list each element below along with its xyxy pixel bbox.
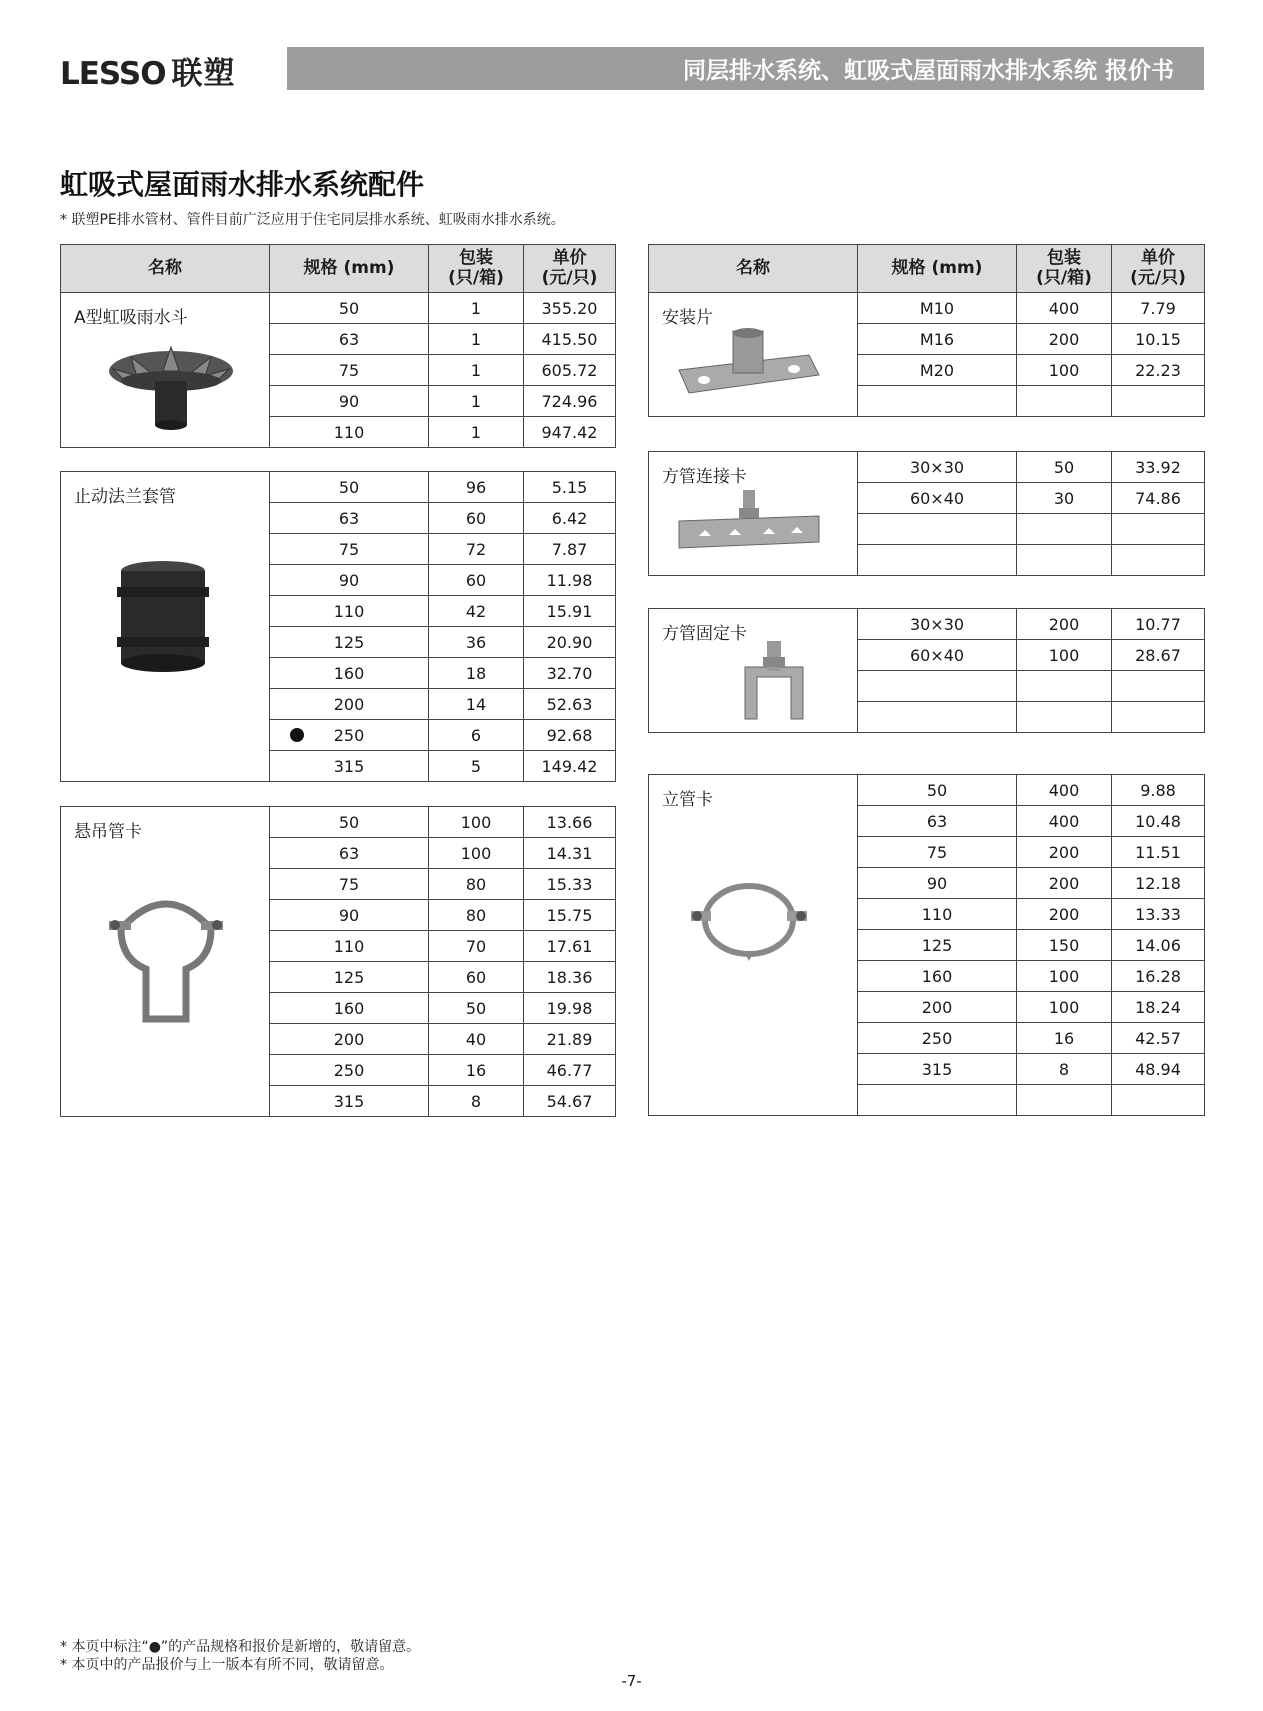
spec-cell: 50: [270, 807, 429, 838]
price-cell: 17.61: [524, 931, 616, 962]
square-tube-connector-icon: [669, 486, 829, 561]
section-title: 虹吸式屋面雨水排水系统配件: [60, 168, 425, 201]
spec-cell: 315: [270, 751, 429, 782]
spec-cell: [858, 386, 1017, 417]
spec-cell: M16: [858, 324, 1017, 355]
col-header-pack: 包装 (只/箱): [429, 245, 524, 293]
spec-cell: 110: [270, 417, 429, 448]
pack-cell: 100: [1017, 992, 1112, 1023]
price-cell: [1112, 514, 1205, 545]
pack-cell: 50: [1017, 452, 1112, 483]
footnote-price-change: * 本页中的产品报价与上一版本有所不同，敬请留意。: [60, 1657, 394, 1673]
price-cell: 48.94: [1112, 1054, 1205, 1085]
pack-cell: 400: [1017, 293, 1112, 324]
price-cell: 42.57: [1112, 1023, 1205, 1054]
spec-cell: 110: [270, 931, 429, 962]
spec-cell: 60×40: [858, 483, 1017, 514]
price-cell: 14.06: [1112, 930, 1205, 961]
pack-cell: 200: [1017, 837, 1112, 868]
spec-cell: 110: [270, 596, 429, 627]
pack-cell: 16: [1017, 1023, 1112, 1054]
spec-cell: 200: [858, 992, 1017, 1023]
price-cell: 149.42: [524, 751, 616, 782]
col-header-spec: 规格 (mm): [858, 245, 1017, 293]
table-header-row: [649, 245, 1205, 293]
price-cell: 16.28: [1112, 961, 1205, 992]
price-cell: 724.96: [524, 386, 616, 417]
price-cell: 46.77: [524, 1055, 616, 1086]
pack-cell: 60: [429, 503, 524, 534]
product-name-cell: [649, 609, 858, 733]
table-row: [649, 293, 1205, 324]
price-cell: 74.86: [1112, 483, 1205, 514]
spec-cell: 315: [270, 1086, 429, 1117]
price-cell: 52.63: [524, 689, 616, 720]
price-table-hanging-clamp: [60, 806, 616, 1117]
pack-cell: [1017, 702, 1112, 733]
price-cell: 415.50: [524, 324, 616, 355]
spec-cell: 90: [270, 900, 429, 931]
price-table-riser-clamp: [648, 774, 1205, 1116]
price-table-square-tube-fixing: [648, 608, 1205, 733]
spec-value: 250: [333, 725, 365, 745]
price-cell: 10.48: [1112, 806, 1205, 837]
flange-sleeve-icon: [113, 557, 213, 682]
spec-cell: 160: [270, 658, 429, 689]
rain-hopper-icon: [101, 333, 241, 438]
table-row: [649, 609, 1205, 640]
spec-cell: 315: [858, 1054, 1017, 1085]
riser-clamp-icon: [689, 875, 809, 970]
product-name-cell: [649, 452, 858, 576]
spec-cell: M20: [858, 355, 1017, 386]
spec-cell: [270, 720, 429, 751]
product-name: A型虹吸雨水斗: [74, 308, 188, 328]
col-header-spec: 规格 (mm): [270, 245, 429, 293]
price-cell: 13.66: [524, 807, 616, 838]
product-name-cell: [61, 807, 270, 1117]
pack-cell: 36: [429, 627, 524, 658]
product-name: 方管连接卡: [662, 467, 747, 487]
spec-cell: 200: [270, 689, 429, 720]
spec-cell: 63: [858, 806, 1017, 837]
price-cell: 7.87: [524, 534, 616, 565]
pack-cell: 100: [1017, 640, 1112, 671]
spec-cell: 75: [270, 869, 429, 900]
pack-cell: 100: [1017, 355, 1112, 386]
price-cell: 7.79: [1112, 293, 1205, 324]
price-cell: 54.67: [524, 1086, 616, 1117]
price-cell: 10.15: [1112, 324, 1205, 355]
pack-cell: 50: [429, 993, 524, 1024]
product-name: 安装片: [662, 308, 713, 328]
pack-cell: 18: [429, 658, 524, 689]
price-table-rain-hopper: [60, 244, 616, 448]
price-cell: 21.89: [524, 1024, 616, 1055]
spec-cell: 63: [270, 503, 429, 534]
price-cell: 11.51: [1112, 837, 1205, 868]
spec-cell: 63: [270, 838, 429, 869]
spec-cell: 125: [270, 962, 429, 993]
spec-cell: [858, 514, 1017, 545]
col-header-price: 单价 (元/只): [1112, 245, 1205, 293]
price-cell: 19.98: [524, 993, 616, 1024]
spec-cell: 160: [858, 961, 1017, 992]
table-row: [61, 807, 616, 838]
pack-cell: 60: [429, 565, 524, 596]
header-banner: [287, 47, 1204, 90]
pack-cell: 8: [1017, 1054, 1112, 1085]
logo-cn: 联塑: [171, 56, 236, 92]
price-cell: 5.15: [524, 472, 616, 503]
price-cell: 15.33: [524, 869, 616, 900]
price-cell: 15.91: [524, 596, 616, 627]
spec-cell: 75: [270, 534, 429, 565]
pack-cell: [1017, 671, 1112, 702]
pack-cell: 400: [1017, 775, 1112, 806]
price-cell: 6.42: [524, 503, 616, 534]
pack-cell: [1017, 386, 1112, 417]
spec-cell: 63: [270, 324, 429, 355]
product-name-cell: [649, 293, 858, 417]
pack-cell: 40: [429, 1024, 524, 1055]
price-table-mounting-plate: [648, 244, 1205, 417]
price-cell: 947.42: [524, 417, 616, 448]
product-name-cell: [61, 472, 270, 782]
mounting-plate-icon: [669, 325, 829, 410]
price-cell: 18.36: [524, 962, 616, 993]
pack-cell: 200: [1017, 868, 1112, 899]
price-cell: 92.68: [524, 720, 616, 751]
col-header-pack: 包装 (只/箱): [1017, 245, 1112, 293]
price-cell: [1112, 1085, 1205, 1116]
table-row: [61, 472, 616, 503]
footnote-new-items: * 本页中标注“●”的产品规格和报价是新增的，敬请留意。: [60, 1639, 421, 1655]
col-header-price: 单价 (元/只): [524, 245, 616, 293]
pack-cell: 42: [429, 596, 524, 627]
product-name: 方管固定卡: [662, 624, 747, 644]
pack-cell: 200: [1017, 324, 1112, 355]
pack-cell: [1017, 545, 1112, 576]
spec-cell: [858, 702, 1017, 733]
pack-cell: 80: [429, 900, 524, 931]
price-cell: 14.31: [524, 838, 616, 869]
col-header-name: 名称: [61, 245, 270, 293]
pack-cell: 200: [1017, 899, 1112, 930]
col-header-name: 名称: [649, 245, 858, 293]
spec-cell: 50: [858, 775, 1017, 806]
price-cell: 13.33: [1112, 899, 1205, 930]
brand-logo: [60, 48, 236, 93]
pack-cell: 5: [429, 751, 524, 782]
price-cell: [1112, 386, 1205, 417]
price-cell: 32.70: [524, 658, 616, 689]
spec-cell: [858, 671, 1017, 702]
pack-cell: 6: [429, 720, 524, 751]
pack-cell: 1: [429, 355, 524, 386]
pack-cell: 70: [429, 931, 524, 962]
spec-cell: 250: [858, 1023, 1017, 1054]
price-cell: [1112, 545, 1205, 576]
spec-cell: [858, 545, 1017, 576]
price-cell: 20.90: [524, 627, 616, 658]
price-cell: 605.72: [524, 355, 616, 386]
spec-cell: 125: [858, 930, 1017, 961]
product-name: 止动法兰套管: [74, 487, 176, 507]
section-note: * 联塑PE排水管材、管件目前广泛应用于住宅同层排水系统、虹吸雨水排水系统。: [60, 212, 565, 228]
spec-cell: 30×30: [858, 452, 1017, 483]
spec-cell: 75: [270, 355, 429, 386]
spec-cell: 50: [270, 472, 429, 503]
table-row: [649, 452, 1205, 483]
price-cell: 12.18: [1112, 868, 1205, 899]
price-cell: 10.77: [1112, 609, 1205, 640]
spec-cell: 50: [270, 293, 429, 324]
banner-title: 同层排水系统、虹吸式屋面雨水排水系统 报价书: [682, 58, 1174, 84]
price-cell: 9.88: [1112, 775, 1205, 806]
spec-cell: 75: [858, 837, 1017, 868]
pack-cell: 1: [429, 293, 524, 324]
pack-cell: 8: [429, 1086, 524, 1117]
pack-cell: 72: [429, 534, 524, 565]
spec-cell: 110: [858, 899, 1017, 930]
spec-cell: 125: [270, 627, 429, 658]
price-cell: 18.24: [1112, 992, 1205, 1023]
table-row: [61, 293, 616, 324]
pack-cell: 16: [429, 1055, 524, 1086]
price-cell: 11.98: [524, 565, 616, 596]
product-name-cell: [649, 775, 858, 1116]
spec-cell: M10: [858, 293, 1017, 324]
product-name-cell: [61, 293, 270, 448]
pack-cell: 400: [1017, 806, 1112, 837]
spec-cell: 90: [270, 565, 429, 596]
square-tube-fixing-clamp-icon: [739, 637, 809, 732]
spec-cell: 90: [270, 386, 429, 417]
page-number: -7-: [621, 1672, 642, 1690]
pack-cell: 1: [429, 386, 524, 417]
pack-cell: 100: [1017, 961, 1112, 992]
pack-cell: 1: [429, 324, 524, 355]
spec-cell: [858, 1085, 1017, 1116]
price-table-square-tube-connector: [648, 451, 1205, 576]
price-cell: 15.75: [524, 900, 616, 931]
spec-cell: 250: [270, 1055, 429, 1086]
pack-cell: 100: [429, 807, 524, 838]
price-cell: 22.23: [1112, 355, 1205, 386]
price-cell: 33.92: [1112, 452, 1205, 483]
pack-cell: 30: [1017, 483, 1112, 514]
spec-cell: 90: [858, 868, 1017, 899]
spec-cell: 200: [270, 1024, 429, 1055]
product-name: 立管卡: [662, 790, 713, 810]
table-header-row: [61, 245, 616, 293]
pack-cell: 100: [429, 838, 524, 869]
pack-cell: 96: [429, 472, 524, 503]
new-item-marker-icon: [290, 728, 304, 742]
pack-cell: 200: [1017, 609, 1112, 640]
table-row: [649, 775, 1205, 806]
pack-cell: [1017, 1085, 1112, 1116]
spec-cell: 60×40: [858, 640, 1017, 671]
price-cell: 355.20: [524, 293, 616, 324]
product-name: 悬吊管卡: [74, 822, 142, 842]
hanging-pipe-clamp-icon: [91, 889, 241, 1034]
spec-cell: 160: [270, 993, 429, 1024]
price-cell: [1112, 671, 1205, 702]
pack-cell: 80: [429, 869, 524, 900]
pack-cell: [1017, 514, 1112, 545]
logo-text: LESSO: [60, 56, 166, 92]
price-cell: 28.67: [1112, 640, 1205, 671]
price-table-flange-sleeve: [60, 471, 616, 782]
pack-cell: 1: [429, 417, 524, 448]
pack-cell: 14: [429, 689, 524, 720]
pack-cell: 150: [1017, 930, 1112, 961]
pack-cell: 60: [429, 962, 524, 993]
spec-cell: 30×30: [858, 609, 1017, 640]
price-cell: [1112, 702, 1205, 733]
